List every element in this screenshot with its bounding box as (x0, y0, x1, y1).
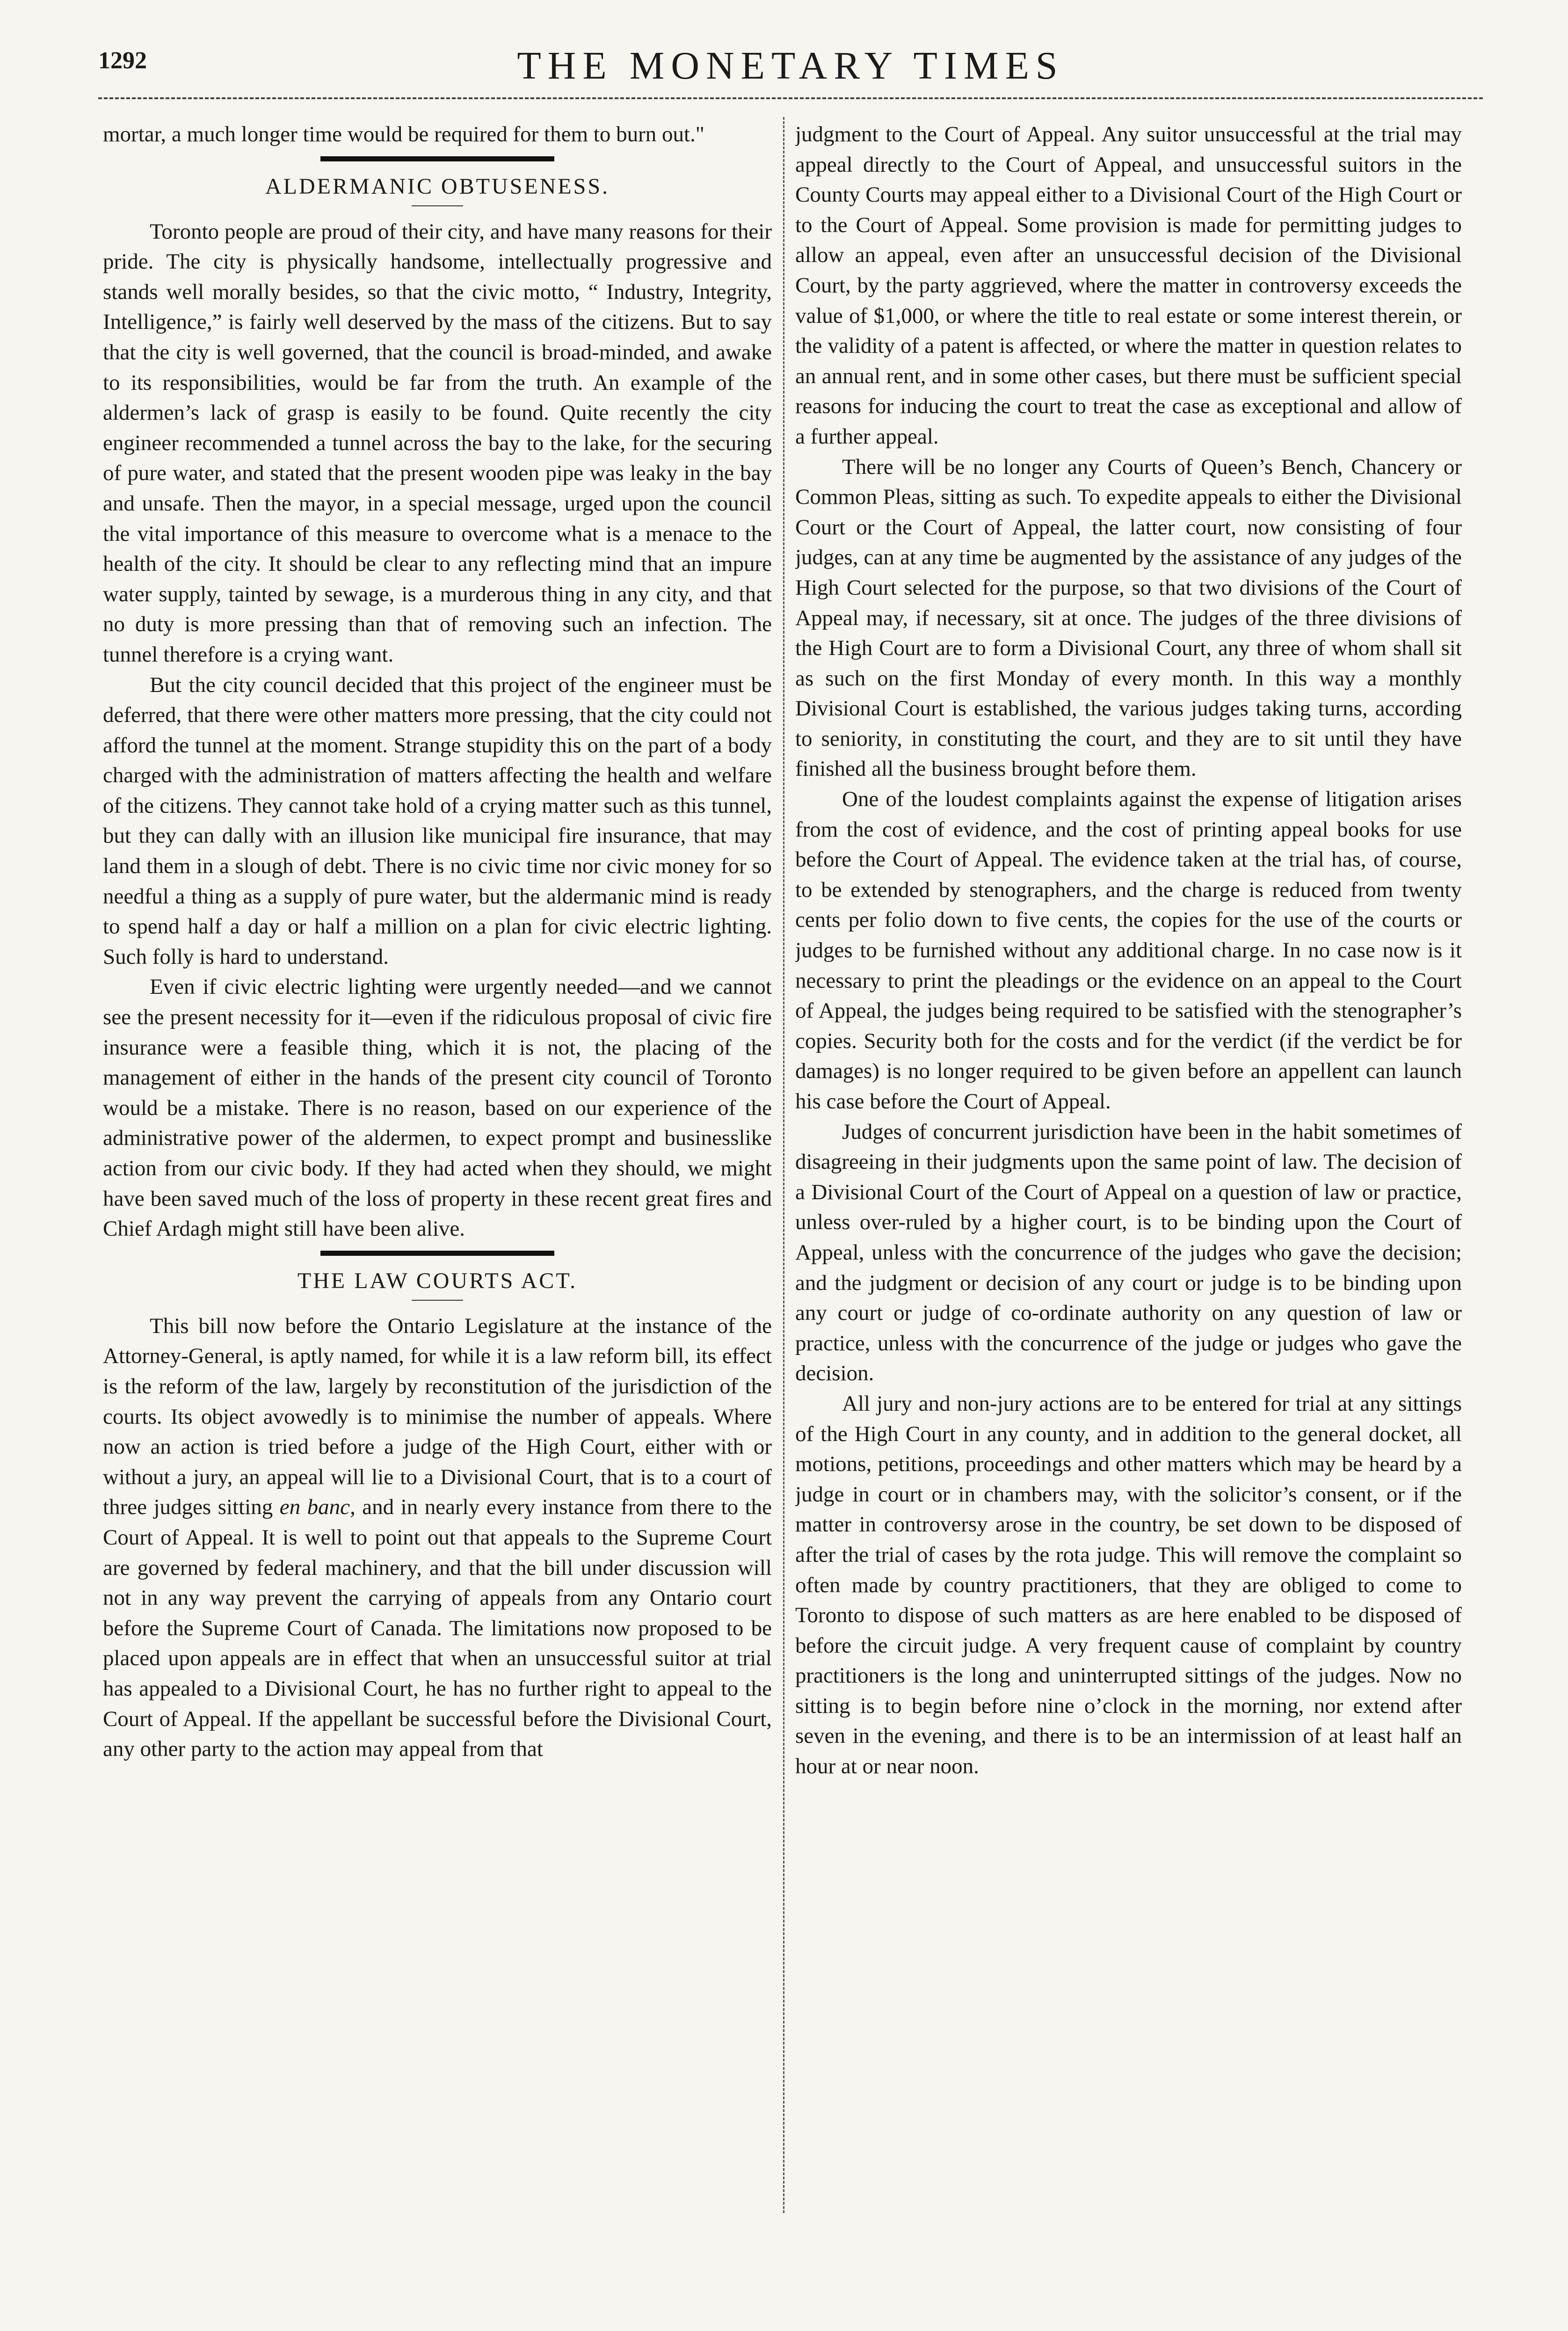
article-paragraph: All jury and non-jury actions are to be entered for trial at any sittings of the High Court in any county, and in addition to the general docket, all motions, petitions, proceedings and other matters which may be heard by a judge in court or in chambers may, with the solicitor’s consent, or if the matter in controversy arose in the country, be set down to be disposed of after the trial of cases by the rota judge. This will remove the complaint so often made by country practitioners, that they are obliged to come to Toronto to dispose of such matters as are here enabled to be disposed of before the circuit judge. A very frequent cause of complaint by country practitioners is the long and uninterrupted sittings of the judges. Now no sitting is to begin before nine o’clock in the morning, nor extend after seven in the evening, and there is to be an intermission of at least half an hour at or near noon. (795, 1391, 1462, 1779)
article-paragraph: Toronto people are proud of their city, and have many reasons for their pride. The city is physically handsome, intellectually progressive and stands well morally besides, so that the civic motto, “ Industry, Integrity, Intelligence,” is fairly well deserved by the mass of the citizens. But to say that the city is well governed, that the council is broad-minded, and awake to its responsibilities, would be far from the truth. An example of the aldermen’s lack of grasp is easily to be found. Quite recently the city engineer recommended a tunnel across the bay to the lake, for the securing of pure water, and stated that the present wooden pipe was leaky in the bay and unsafe. Then the mayor, in a special message, urged upon the council the vital importance of this measure to overcome what is a menace to the health of the city. It should be clear to any reflecting mind that an impure water supply, tainted by sewage, is a murderous thing in any city, and that no duty is more pressing than that of removing such an infection. The tunnel therefore is a crying want. (103, 219, 772, 667)
continued-paragraph: mortar, a much longer time would be required for them to burn out." (103, 122, 704, 146)
article-paragraph: Judges of concurrent jurisdiction have been in the habit sometimes of disagreeing in their judgments upon the same point of law. The decision of a Divisional Court of the Court of Appeal on a question of law or practice, unless over-ruled by a higher court, is to be binding upon the Court of Appeal, unless with the concurrence of the judges who gave the decision; and the judgment or decision of any court or judge is to be binding upon any court or judge of co-ordinate authority on any question of law or practice, unless with the concurrence of the judge or judges who gave the decision. (795, 1119, 1462, 1386)
paragraph-text: and in nearly every instance from there to the Court of Appeal. It is well to point out that appeals to the Supreme Court are governed by federal machinery, and that the bill under discussion will not in any way prevent the carrying of appeals from any Ontario court before the Supreme Court of Canada. The limitations now proposed to be placed upon appeals are in effect that when an unsuccessful suitor at trial has appealed to a Divisional Court, he has no further right to appeal to the Court of Appeal. If the appellant be successful before the Divisional Court, any other party to the action may appeal from that (103, 1495, 772, 1762)
column-rule (783, 117, 784, 2213)
heading-rule (412, 1300, 463, 1301)
page-number: 1292 (98, 47, 147, 74)
right-column (795, 119, 1462, 2215)
heading-rule (412, 205, 463, 206)
page-header (98, 37, 1483, 94)
article-paragraph: There will be no longer any Courts of Queen’s Bench, Chancery or Common Pleas, sitting as such. To expedite appeals to either the Divisional Court or the Court of Appeal, the latter court, now consisting of four judges, can at any time be augmented by the assistance of any judges of the High Court selected for the purpose, so that two divisions of the Court of Appeal may, if necessary, sit at once. The judges of the three divisions of the High Court are to form a Divisional Court, any three of whom shall sit as such on the first Monday of every month. In this way a monthly Divisional Court is established, the various judges taking turns, according to seniority, in constituting the court, and they are to sit until they have finished all the business brought before them. (795, 454, 1462, 781)
section-divider (320, 156, 554, 161)
article-heading-aldermanic: ALDERMANIC OBTUSENESS. (265, 174, 610, 199)
masthead: THE MONETARY TIMES (517, 44, 1064, 87)
article-paragraph: Even if civic electric lighting were urgently needed—and we cannot see the present necessity for it—even if the ridiculous proposal of civic fire insurance were a feasible thing, which it is not, the placing of the management of either in the hands of the present city council of Toronto would be a mistake. There is no reason, based on our experience of the administrative power of the aldermen, to expect prompt and businesslike action from our civic body. If they had acted when they should, we might have been saved much of the loss of property in these recent great fires and Chief Ardagh might still have been alive. (103, 975, 772, 1241)
article-paragraph (103, 1311, 772, 1764)
italic-phrase: en banc, (279, 1495, 356, 1520)
article-paragraph: One of the loudest complaints against the expense of litigation arises from the cost of evidence, and the cost of printing appeal books for use before the Court of Appeal. The evidence taken at the trial has, of course, to be extended by stenographers, and the charge is reduced from twenty cents per folio down to five cents, the copies for the use of the courts or judges to be furnished without any additional charge. In no case now is it necessary to print the pleadings or the evidence on an appeal to the Court of Appeal, the judges being required to be satisfied with the stenographer’s copies. Security both for the costs and for the verdict (if the verdict be for damages) is no longer required to be given before an appellent can launch his case before the Court of Appeal. (795, 787, 1462, 1114)
header-rule (98, 97, 1483, 99)
paragraph-text: This bill now before the Ontario Legislature at the instance of the Attorney-General, is aptly named, for while it is a law reform bill, its effect is the reform of the law, largely by reconstitution of the jurisdiction of the courts. Its object avowedly is to minimise the number of appeals. Where now an action is tried before a judge of the High Court, either with or without a jury, an appeal will lie to a Divisional Court, that is to a court of three judges sitting (103, 1313, 772, 1520)
article-heading-law-courts: THE LAW COURTS ACT. (297, 1268, 578, 1293)
left-column (103, 119, 772, 2215)
section-divider (320, 1251, 554, 1256)
continued-paragraph: judgment to the Court of Appeal. Any suitor unsuccessful at the trial may appeal directly to the Court of Appeal, and unsuccessful suitors in the County Courts may appeal either to a Divisional Court of the High Court or to the Court of Appeal. Some provision is made for permitting judges to allow an appeal, even after an unsuccessful decision of the Divisional Court, by the party aggrieved, where the matter in controversy exceeds the value of $1,000, or where the title to real estate or some interest therein, or the validity of a patent is affected, or where the matter in question relates to an annual rent, and in some other cases, but there must be sufficient special reasons for inducing the court to treat the case as exceptional and allow of a further appeal. (795, 122, 1462, 449)
article-paragraph: But the city council decided that this project of the engineer must be deferred, that there were other matters more pressing, that the city could not afford the tunnel at the moment. Strange stupidity this on the part of a body charged with the administration of matters affecting the health and welfare of the citizens. They cannot take hold of a crying matter such as this tunnel, but they can dally with an illusion like municipal fire insurance, that may land them in a slough of debt. There is no civic time nor civic money for so needful a thing as a supply of pure water, but the aldermanic mind is ready to spend half a day or half a million on a plan for civic electric lighting. Such folly is hard to understand. (103, 672, 772, 969)
